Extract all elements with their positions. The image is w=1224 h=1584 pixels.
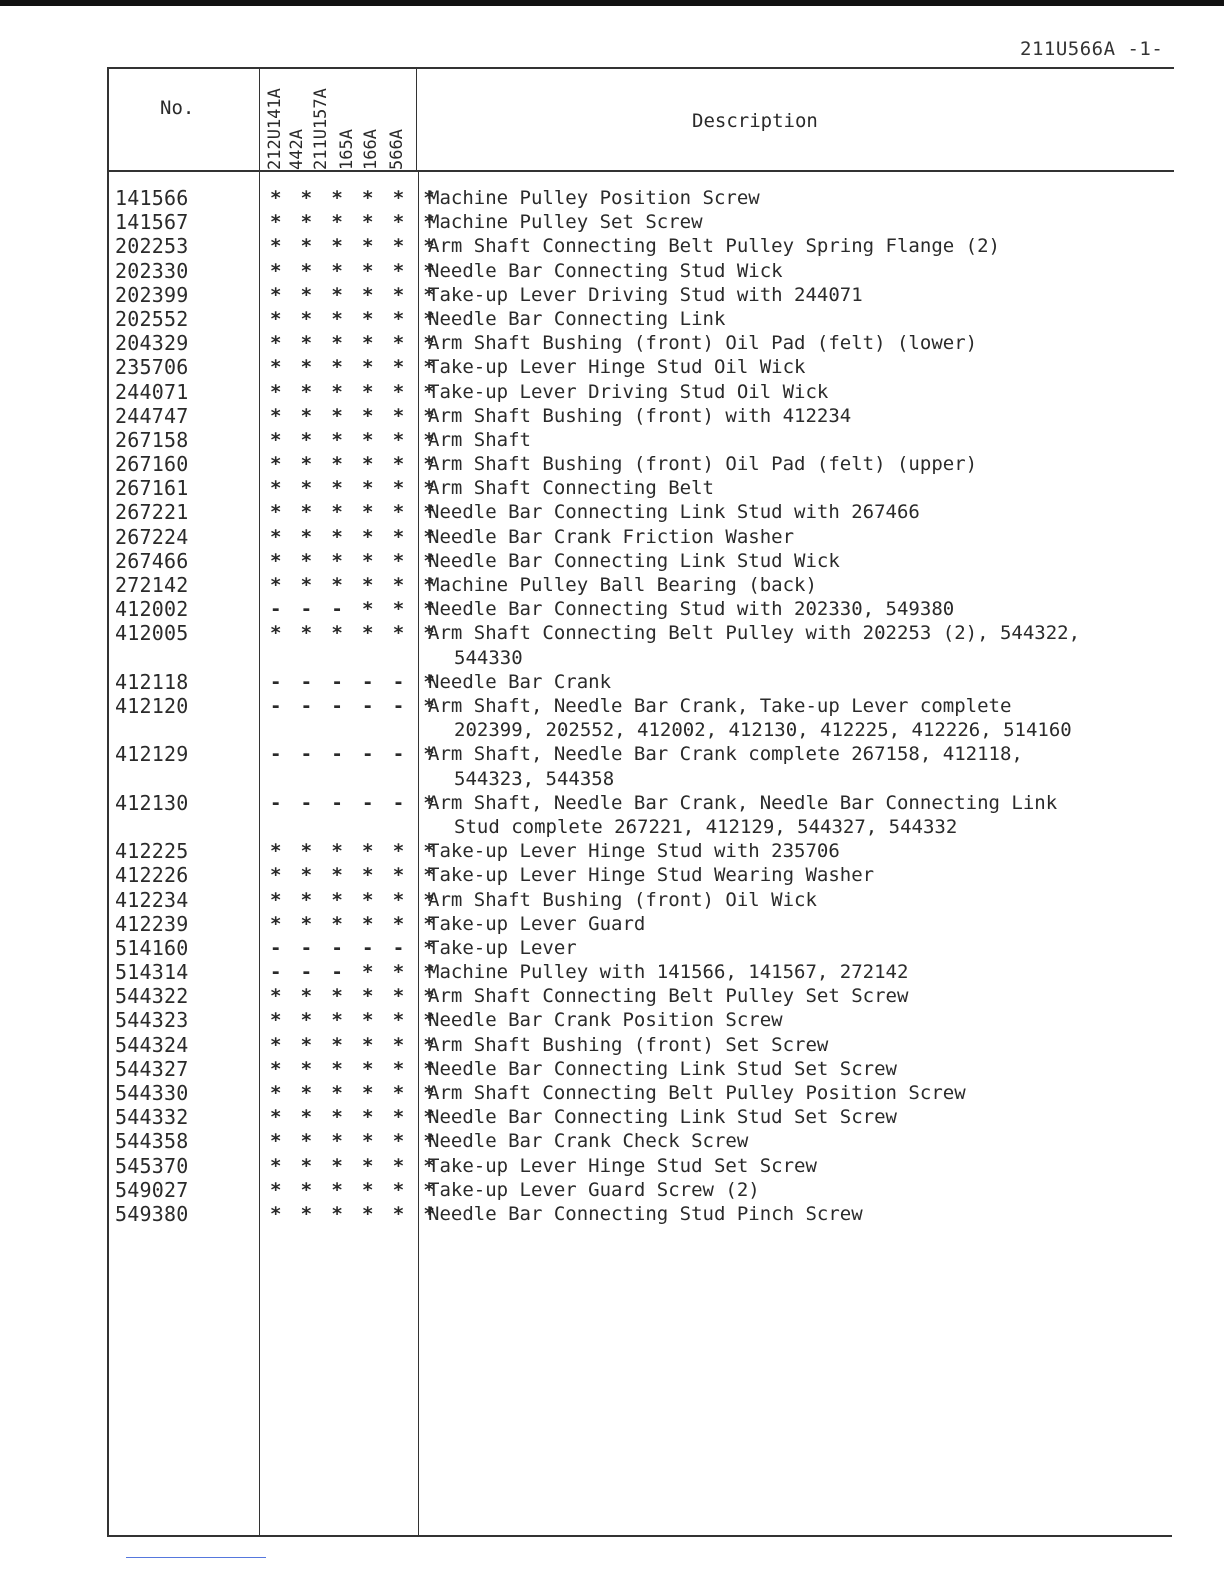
table-row: [0, 936, 1224, 960]
description-line: Take-up Lever Guard Screw (2): [428, 1178, 760, 1201]
part-number: 412225: [115, 839, 189, 864]
model-applicability-marks: - - - - - *: [270, 694, 439, 717]
model-applicability-marks: * * * * * *: [270, 912, 439, 935]
table-row: [0, 331, 1224, 355]
part-number: 412118: [115, 669, 189, 694]
model-header: 166A: [361, 129, 381, 170]
part-number: 544323: [115, 1008, 189, 1033]
model-applicability-marks: - - - * * *: [270, 961, 439, 984]
model-applicability-marks: * * * * * *: [270, 1033, 439, 1056]
table-row: [0, 1105, 1224, 1129]
table-row: [0, 670, 1224, 694]
model-applicability-marks: * * * * * *: [270, 1057, 439, 1080]
page-identifier: 211U566A -1-: [1020, 38, 1164, 60]
table-row: [0, 404, 1224, 428]
part-number: 235706: [115, 355, 189, 380]
part-number: 204329: [115, 331, 189, 356]
part-number: 412130: [115, 790, 189, 815]
model-applicability-marks: * * * * * *: [270, 187, 439, 209]
description-line: Needle Bar Connecting Stud Wick: [428, 259, 783, 282]
model-applicability-marks: - - - - - *: [270, 670, 439, 693]
description-continuation: 544330: [454, 646, 523, 669]
description-line: Arm Shaft Bushing (front) with 412234: [428, 404, 852, 427]
table-row: [0, 283, 1224, 307]
part-number: 244071: [115, 379, 189, 404]
model-applicability-marks: * * * * * *: [270, 259, 439, 282]
description-line: Arm Shaft Connecting Belt Pulley with 202253 (2), 544322,: [428, 622, 1081, 645]
table-top-rule: [108, 67, 1174, 69]
part-number: 412120: [115, 693, 189, 718]
table-row: [0, 380, 1224, 404]
part-number: 412226: [115, 863, 189, 888]
model-header: 212U141A: [265, 88, 285, 170]
part-number: 544358: [115, 1129, 189, 1154]
description-line: Take-up Lever Hinge Stud Oil Wick: [428, 356, 806, 379]
description-line: Needle Bar Connecting Link Stud Set Screw: [428, 1057, 897, 1080]
description-line: Needle Bar Connecting Stud Pinch Screw: [428, 1202, 863, 1225]
description-line: Machine Pulley Set Screw: [428, 211, 703, 234]
model-applicability-marks: * * * * * *: [270, 1009, 439, 1032]
top-border: [0, 0, 1224, 6]
part-number: 412129: [115, 742, 189, 767]
description-continuation: Stud complete 267221, 412129, 544327, 544332: [454, 815, 958, 838]
part-description: [428, 549, 1168, 573]
part-description: [428, 621, 1168, 669]
model-applicability-marks: * * * * * *: [270, 283, 439, 306]
part-number: 141567: [115, 210, 189, 235]
part-number: 514314: [115, 960, 189, 985]
table-row: [0, 1033, 1224, 1057]
part-description: [428, 1154, 1168, 1178]
part-description: [428, 476, 1168, 500]
description-line: Needle Bar Connecting Link Stud Wick: [428, 549, 840, 572]
model-applicability-marks: * * * * * *: [270, 525, 439, 548]
part-description: [428, 888, 1168, 912]
part-description: [428, 283, 1168, 307]
part-description: [428, 912, 1168, 936]
description-line: Arm Shaft Connecting Belt Pulley Position Screw: [428, 1082, 966, 1104]
part-description: [428, 1202, 1168, 1226]
description-line: Machine Pulley with 141566, 141567, 272142: [428, 961, 909, 984]
part-number: 412234: [115, 887, 189, 912]
part-description: [428, 525, 1168, 549]
column-header-no: No.: [160, 97, 195, 119]
model-applicability-marks: * * * * * *: [270, 404, 439, 427]
table-row: [0, 549, 1224, 573]
part-number: 549027: [115, 1177, 189, 1202]
table-bottom-rule: [108, 1535, 1172, 1537]
model-header: 211U157A: [311, 88, 331, 170]
column-header-description: Description: [692, 110, 818, 132]
part-description: [428, 1033, 1168, 1057]
part-description: [428, 259, 1168, 283]
description-line: Machine Pulley Position Screw: [428, 187, 760, 209]
part-description: [428, 452, 1168, 476]
table-row: [0, 1202, 1224, 1226]
column-header-models: [262, 70, 418, 170]
part-number: 544322: [115, 984, 189, 1009]
footer-mark: [126, 1557, 266, 1558]
part-description: [428, 1129, 1168, 1153]
part-number: 267160: [115, 452, 189, 477]
description-line: Arm Shaft Connecting Belt: [428, 477, 714, 500]
description-line: Machine Pulley Ball Bearing (back): [428, 574, 817, 596]
table-row: [0, 839, 1224, 863]
description-line: Needle Bar Connecting Link Stud Set Screw: [428, 1106, 897, 1129]
table-row: [0, 791, 1224, 839]
table-row: [0, 1057, 1224, 1081]
model-header: 165A: [337, 129, 357, 170]
description-line: Arm Shaft Bushing (front) Oil Pad (felt) (lower): [428, 332, 978, 355]
model-applicability-marks: * * * * * *: [270, 356, 439, 379]
part-number: 267161: [115, 476, 189, 501]
part-number: 544332: [115, 1105, 189, 1130]
part-number: 544324: [115, 1032, 189, 1057]
part-description: [428, 186, 1168, 210]
description-line: Arm Shaft Bushing (front) Oil Pad (felt) (upper): [428, 453, 978, 476]
model-applicability-marks: * * * * * *: [270, 549, 439, 572]
table-row: [0, 500, 1224, 524]
description-line: Arm Shaft Connecting Belt Pulley Spring Flange (2): [428, 235, 1000, 258]
part-description: [428, 839, 1168, 863]
part-number: 202253: [115, 234, 189, 259]
part-number: 202399: [115, 282, 189, 307]
table-row: [0, 742, 1224, 790]
description-line: Needle Bar Crank Check Screw: [428, 1130, 749, 1153]
table-row: [0, 597, 1224, 621]
table-row: [0, 1129, 1224, 1153]
table-row: [0, 1008, 1224, 1032]
part-description: [428, 936, 1168, 960]
table-row: [0, 984, 1224, 1008]
table-row: [0, 888, 1224, 912]
part-number: 544330: [115, 1081, 189, 1105]
part-description: [428, 984, 1168, 1008]
part-number: 412005: [115, 621, 189, 646]
description-line: Arm Shaft Bushing (front) Oil Wick: [428, 888, 817, 911]
part-description: [428, 670, 1168, 694]
part-description: [428, 1105, 1168, 1129]
table-row: [0, 355, 1224, 379]
model-applicability-marks: * * * * * *: [270, 888, 439, 911]
description-line: Take-up Lever Hinge Stud Set Screw: [428, 1154, 817, 1177]
part-description: [428, 863, 1168, 887]
part-description: [428, 1081, 1168, 1105]
part-number: 514160: [115, 935, 189, 960]
table-row: [0, 452, 1224, 476]
model-applicability-marks: * * * * * *: [270, 1106, 439, 1129]
model-applicability-marks: * * * * * *: [270, 1082, 439, 1104]
table-row: [0, 259, 1224, 283]
table-row: [0, 234, 1224, 258]
table-row: [0, 307, 1224, 331]
model-applicability-marks: * * * * * *: [270, 574, 439, 596]
model-applicability-marks: * * * * * *: [270, 235, 439, 258]
table-row: [0, 210, 1224, 234]
description-line: Needle Bar Crank: [428, 670, 612, 693]
table-row: [0, 186, 1224, 210]
part-number: 267221: [115, 500, 189, 525]
table-row: [0, 912, 1224, 936]
part-description: [428, 597, 1168, 621]
table-row: [0, 621, 1224, 669]
part-description: [428, 307, 1168, 331]
part-number: 412239: [115, 911, 189, 936]
part-description: [428, 1008, 1168, 1032]
description-line: Take-up Lever Driving Stud with 244071: [428, 283, 863, 306]
description-line: Needle Bar Connecting Stud with 202330, 549380: [428, 598, 955, 621]
description-line: Take-up Lever Driving Stud Oil Wick: [428, 380, 829, 403]
table-row: [0, 1154, 1224, 1178]
part-number: 202552: [115, 306, 189, 331]
part-description: [428, 960, 1168, 984]
table-row: [0, 428, 1224, 452]
description-line: Take-up Lever: [428, 936, 577, 959]
description-line: Arm Shaft Connecting Belt Pulley Set Screw: [428, 985, 909, 1008]
part-description: [428, 573, 1168, 597]
part-description: [428, 694, 1168, 742]
model-applicability-marks: * * * * * *: [270, 453, 439, 476]
model-applicability-marks: * * * * * *: [270, 622, 439, 645]
table-row: [0, 960, 1224, 984]
description-line: Needle Bar Crank Position Screw: [428, 1009, 783, 1032]
model-applicability-marks: - - - - - *: [270, 743, 439, 766]
part-description: [428, 404, 1168, 428]
model-applicability-marks: * * * * * *: [270, 864, 439, 887]
model-applicability-marks: - - - - - *: [270, 936, 439, 959]
description-line: Arm Shaft, Needle Bar Crank, Needle Bar Connecting Link: [428, 791, 1058, 814]
model-applicability-marks: * * * * * *: [270, 501, 439, 524]
part-number: 244747: [115, 403, 189, 428]
part-number: 412002: [115, 597, 189, 622]
part-number: 141566: [115, 186, 189, 210]
description-line: Take-up Lever Hinge Stud with 235706: [428, 840, 840, 863]
part-number: 272142: [115, 573, 189, 597]
model-applicability-marks: - - - * * *: [270, 598, 439, 621]
description-line: Needle Bar Connecting Link: [428, 307, 726, 330]
description-line: Arm Shaft, Needle Bar Crank, Take-up Lever complete: [428, 694, 1012, 717]
model-applicability-marks: * * * * * *: [270, 380, 439, 403]
model-header: 442A: [287, 129, 307, 170]
part-description: [428, 355, 1168, 379]
part-number: 267466: [115, 548, 189, 573]
model-applicability-marks: * * * * * *: [270, 477, 439, 500]
part-description: [428, 210, 1168, 234]
part-description: [428, 1178, 1168, 1202]
table-row: [0, 1178, 1224, 1202]
model-applicability-marks: * * * * * *: [270, 307, 439, 330]
parts-list: [0, 186, 1224, 1226]
model-applicability-marks: * * * * * *: [270, 985, 439, 1008]
part-description: [428, 331, 1168, 355]
part-description: [428, 1057, 1168, 1081]
model-applicability-marks: * * * * * *: [270, 1178, 439, 1201]
part-number: 267158: [115, 427, 189, 452]
description-line: Arm Shaft: [428, 428, 531, 451]
description-continuation: 544323, 544358: [454, 767, 615, 790]
table-row: [0, 476, 1224, 500]
part-number: 202330: [115, 258, 189, 283]
part-description: [428, 234, 1168, 258]
part-description: [428, 380, 1168, 404]
description-line: Take-up Lever Guard: [428, 912, 646, 935]
description-line: Arm Shaft Bushing (front) Set Screw: [428, 1033, 829, 1056]
part-number: 544327: [115, 1056, 189, 1081]
header-bottom-rule: [108, 170, 1174, 172]
description-line: Needle Bar Connecting Link Stud with 267466: [428, 501, 920, 524]
model-applicability-marks: * * * * * *: [270, 1130, 439, 1153]
part-description: [428, 500, 1168, 524]
table-row: [0, 863, 1224, 887]
model-applicability-marks: * * * * * *: [270, 1202, 439, 1225]
part-number: 545370: [115, 1153, 189, 1178]
model-applicability-marks: * * * * * *: [270, 211, 439, 234]
part-number: 549380: [115, 1201, 189, 1226]
part-description: [428, 428, 1168, 452]
model-header: 566A: [387, 129, 407, 170]
part-description: [428, 791, 1168, 839]
description-line: Needle Bar Crank Friction Washer: [428, 525, 795, 548]
description-line: Take-up Lever Hinge Stud Wearing Washer: [428, 864, 875, 887]
table-row: [0, 573, 1224, 597]
table-row: [0, 694, 1224, 742]
description-continuation: 202399, 202552, 412002, 412130, 412225, 412226, 514160: [454, 719, 1072, 742]
model-applicability-marks: * * * * * *: [270, 428, 439, 451]
table-row: [0, 1081, 1224, 1105]
description-line: Arm Shaft, Needle Bar Crank complete 267158, 412118,: [428, 743, 1023, 766]
table-row: [0, 525, 1224, 549]
part-description: [428, 742, 1168, 790]
model-applicability-marks: - - - - - *: [270, 791, 439, 814]
model-applicability-marks: * * * * * *: [270, 1154, 439, 1177]
model-applicability-marks: * * * * * *: [270, 332, 439, 355]
model-applicability-marks: * * * * * *: [270, 840, 439, 863]
part-number: 267224: [115, 524, 189, 549]
